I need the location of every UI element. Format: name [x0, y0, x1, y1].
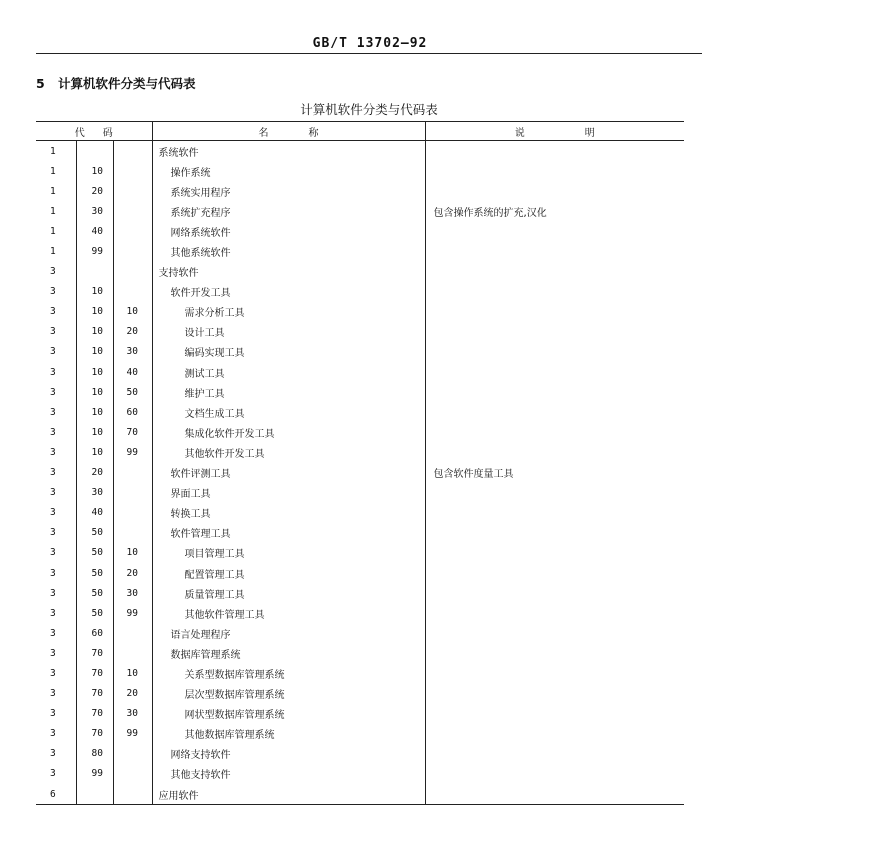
- header-note: 说明: [425, 122, 684, 141]
- note-cell: [425, 302, 684, 322]
- code-level2-cell: 70: [76, 643, 113, 663]
- note-cell: [425, 663, 684, 683]
- code-level2-cell: 50: [76, 543, 113, 563]
- code-level3-cell: 50: [113, 382, 152, 402]
- code-level3-cell: [113, 483, 152, 503]
- code-level1-cell: 3: [50, 768, 56, 780]
- table-row: [36, 282, 684, 302]
- header-name: 名称: [152, 122, 425, 141]
- code-level3-cell: 20: [113, 563, 152, 583]
- name-cell: 其他数据库管理系统: [184, 730, 275, 742]
- code-level3-cell: 70: [113, 422, 152, 442]
- note-cell: [425, 262, 684, 282]
- table-row: [36, 402, 684, 422]
- name-cell: 集成化软件开发工具: [184, 428, 275, 440]
- code-level3-cell: [113, 141, 152, 162]
- code-level3-cell: [113, 784, 152, 805]
- code-level2-cell: 30: [76, 483, 113, 503]
- header-code: 代码: [36, 122, 152, 141]
- code-level2-cell: 40: [76, 221, 113, 241]
- name-cell: 项目管理工具: [184, 549, 245, 561]
- table-row: [36, 704, 684, 724]
- code-level1-cell: 3: [50, 748, 56, 760]
- code-level2-cell: 10: [76, 402, 113, 422]
- name-cell: 文档生成工具: [184, 408, 245, 420]
- code-level1-cell: 3: [50, 708, 56, 720]
- code-level3-cell: [113, 764, 152, 784]
- code-level2-cell: 10: [76, 322, 113, 342]
- code-level1-cell: 3: [50, 386, 56, 398]
- note-cell: [425, 362, 684, 382]
- code-level3-cell: [113, 623, 152, 643]
- code-level1-cell: 3: [50, 547, 56, 559]
- name-cell: 网状型数据库管理系统: [184, 710, 285, 722]
- note-cell: [425, 442, 684, 462]
- code-level2-cell: 20: [76, 181, 113, 201]
- name-cell: 测试工具: [184, 368, 225, 380]
- table-row: [36, 161, 684, 181]
- code-level3-cell: 10: [113, 543, 152, 563]
- code-level1-cell: 1: [50, 185, 56, 197]
- code-level1-cell: 1: [50, 145, 56, 157]
- name-cell: 数据库管理系统: [170, 649, 241, 661]
- name-cell: 其他系统软件: [170, 248, 231, 260]
- table-row: [36, 483, 684, 503]
- code-level3-cell: 99: [113, 724, 152, 744]
- table-row: [36, 563, 684, 583]
- code-level3-cell: [113, 463, 152, 483]
- name-cell: 其他支持软件: [170, 770, 231, 782]
- table-row: [36, 744, 684, 764]
- note-cell: [425, 342, 684, 362]
- code-level1-cell: 1: [50, 246, 56, 258]
- table-row: [36, 764, 684, 784]
- note-cell: [425, 322, 684, 342]
- code-level3-cell: 30: [113, 704, 152, 724]
- table-row: [36, 684, 684, 704]
- code-level2-cell: 10: [76, 422, 113, 442]
- table-row: [36, 382, 684, 402]
- note-cell: [425, 402, 684, 422]
- note-cell: [425, 724, 684, 744]
- note-cell: [425, 744, 684, 764]
- table-row: [36, 784, 684, 805]
- code-level1-cell: 1: [50, 165, 56, 177]
- code-level3-cell: 20: [113, 684, 152, 704]
- code-level2-cell: 99: [76, 764, 113, 784]
- classification-table: [36, 121, 684, 805]
- note-cell: [425, 764, 684, 784]
- table-body: [36, 141, 684, 805]
- name-cell: 网络系统软件: [170, 227, 231, 239]
- table-row: [36, 583, 684, 603]
- code-level1-cell: 3: [50, 326, 56, 338]
- name-cell: 编码实现工具: [184, 348, 245, 360]
- header-rule: [36, 53, 702, 54]
- code-level3-cell: [113, 282, 152, 302]
- note-cell: [425, 563, 684, 583]
- name-cell: 软件评测工具: [170, 469, 231, 481]
- code-level3-cell: 30: [113, 342, 152, 362]
- code-level1-cell: 3: [50, 406, 56, 418]
- table-row: [36, 342, 684, 362]
- code-level3-cell: 20: [113, 322, 152, 342]
- table-row: [36, 523, 684, 543]
- code-level2-cell: 80: [76, 744, 113, 764]
- table-row: [36, 181, 684, 201]
- code-level1-cell: 3: [50, 667, 56, 679]
- note-cell: [425, 704, 684, 724]
- code-level3-cell: 30: [113, 583, 152, 603]
- table-row: [36, 141, 684, 162]
- code-level2-cell: 70: [76, 684, 113, 704]
- note-cell: [425, 221, 684, 241]
- note-cell: [425, 643, 684, 663]
- section-title: 计算机软件分类与代码表: [58, 76, 196, 91]
- table-row: [36, 623, 684, 643]
- code-level3-cell: [113, 241, 152, 261]
- code-level3-cell: [113, 643, 152, 663]
- note-cell: [425, 784, 684, 805]
- note-cell: [425, 543, 684, 563]
- section-number: 5: [36, 76, 45, 91]
- name-cell: 设计工具: [184, 328, 225, 340]
- name-cell: 界面工具: [170, 489, 211, 501]
- name-cell: 系统软件: [158, 147, 199, 159]
- code-level2-cell: 70: [76, 704, 113, 724]
- code-level2-cell: 10: [76, 302, 113, 322]
- note-cell: [425, 422, 684, 442]
- name-cell: 质量管理工具: [184, 589, 245, 601]
- name-cell: 网络支持软件: [170, 750, 231, 762]
- table-row: [36, 201, 684, 221]
- code-level3-cell: [113, 201, 152, 221]
- note-cell: [425, 684, 684, 704]
- note-cell: 包含操作系统的扩充,汉化: [425, 201, 684, 221]
- code-level1-cell: 1: [50, 205, 56, 217]
- code-level2-cell: 20: [76, 463, 113, 483]
- name-cell: 其他软件开发工具: [184, 448, 265, 460]
- code-level1-cell: 3: [50, 306, 56, 318]
- code-level2-cell: 10: [76, 362, 113, 382]
- note-cell: [425, 503, 684, 523]
- table-row: [36, 663, 684, 683]
- table-row: [36, 543, 684, 563]
- name-cell: 关系型数据库管理系统: [184, 669, 285, 681]
- table-row: [36, 422, 684, 442]
- note-cell: [425, 282, 684, 302]
- code-level3-cell: [113, 744, 152, 764]
- code-level3-cell: [113, 523, 152, 543]
- code-level1-cell: 3: [50, 366, 56, 378]
- code-level2-cell: 10: [76, 442, 113, 462]
- code-level3-cell: [113, 503, 152, 523]
- table-row: [36, 262, 684, 282]
- code-level1-cell: 3: [50, 728, 56, 740]
- table-row: [36, 463, 684, 483]
- code-level2-cell: 10: [76, 282, 113, 302]
- note-cell: [425, 382, 684, 402]
- code-level1-cell: 3: [50, 647, 56, 659]
- code-level3-cell: 40: [113, 362, 152, 382]
- table-row: [36, 503, 684, 523]
- code-level1-cell: 3: [50, 426, 56, 438]
- name-cell: 软件管理工具: [170, 529, 231, 541]
- note-cell: [425, 603, 684, 623]
- code-level2-cell: 50: [76, 563, 113, 583]
- standard-code: GB/T 13702—92: [312, 36, 428, 51]
- code-level1-cell: 3: [50, 286, 56, 298]
- name-cell: 软件开发工具: [170, 288, 231, 300]
- code-level1-cell: 3: [50, 507, 56, 519]
- note-cell: [425, 161, 684, 181]
- table-row: [36, 322, 684, 342]
- note-cell: 包含软件度量工具: [425, 463, 684, 483]
- name-cell: 系统实用程序: [170, 187, 231, 199]
- code-level2-cell: 70: [76, 724, 113, 744]
- code-level1-cell: 3: [50, 688, 56, 700]
- code-level2-cell: 40: [76, 503, 113, 523]
- code-level3-cell: 99: [113, 603, 152, 623]
- code-level3-cell: 10: [113, 302, 152, 322]
- code-level3-cell: 60: [113, 402, 152, 422]
- name-cell: 语言处理程序: [170, 629, 231, 641]
- code-level1-cell: 3: [50, 587, 56, 599]
- note-cell: [425, 141, 684, 162]
- code-level2-cell: 10: [76, 382, 113, 402]
- code-level1-cell: 3: [50, 446, 56, 458]
- name-cell: 转换工具: [170, 509, 211, 521]
- code-level1-cell: 3: [50, 567, 56, 579]
- code-level2-cell: 50: [76, 583, 113, 603]
- code-level3-cell: [113, 181, 152, 201]
- note-cell: [425, 181, 684, 201]
- table-row: [36, 442, 684, 462]
- code-level2-cell: 10: [76, 342, 113, 362]
- code-level1-cell: 3: [50, 487, 56, 499]
- name-cell: 层次型数据库管理系统: [184, 690, 285, 702]
- code-level2-cell: [76, 262, 113, 282]
- code-level1-cell: 3: [50, 627, 56, 639]
- note-cell: [425, 583, 684, 603]
- code-level2-cell: 99: [76, 241, 113, 261]
- code-level2-cell: 50: [76, 603, 113, 623]
- code-level1-cell: 3: [50, 467, 56, 479]
- table-row: [36, 724, 684, 744]
- name-cell: 操作系统: [170, 167, 211, 179]
- code-level3-cell: 10: [113, 663, 152, 683]
- code-level1-cell: 3: [50, 607, 56, 619]
- section-heading: [36, 74, 196, 92]
- table-row: [36, 302, 684, 322]
- name-cell: 配置管理工具: [184, 569, 245, 581]
- table-row: [36, 221, 684, 241]
- note-cell: [425, 523, 684, 543]
- table-row: [36, 362, 684, 382]
- code-level2-cell: 30: [76, 201, 113, 221]
- name-cell: 支持软件: [158, 268, 199, 280]
- name-cell: 需求分析工具: [184, 308, 245, 320]
- name-cell: 系统扩充程序: [170, 207, 231, 219]
- table-title: 计算机软件分类与代码表: [300, 102, 438, 117]
- code-level2-cell: 50: [76, 523, 113, 543]
- code-level2-cell: [76, 141, 113, 162]
- code-level3-cell: 99: [113, 442, 152, 462]
- table-header-row: [36, 122, 684, 141]
- code-level1-cell: 1: [50, 225, 56, 237]
- code-level2-cell: 70: [76, 663, 113, 683]
- code-level3-cell: [113, 161, 152, 181]
- code-level3-cell: [113, 221, 152, 241]
- table-row: [36, 603, 684, 623]
- name-cell: 应用软件: [152, 784, 425, 805]
- code-level1-cell: 3: [50, 266, 56, 278]
- name-cell: 其他软件管理工具: [184, 609, 265, 621]
- note-cell: [425, 483, 684, 503]
- code-level1-cell: 6: [36, 784, 76, 805]
- name-cell: 维护工具: [184, 388, 225, 400]
- code-level1-cell: 3: [50, 527, 56, 539]
- code-level3-cell: [113, 262, 152, 282]
- note-cell: [425, 241, 684, 261]
- code-level2-cell: [76, 784, 113, 805]
- note-cell: [425, 623, 684, 643]
- code-level2-cell: 60: [76, 623, 113, 643]
- code-level2-cell: 10: [76, 161, 113, 181]
- table-row: [36, 241, 684, 261]
- table-row: [36, 643, 684, 663]
- code-level1-cell: 3: [50, 346, 56, 358]
